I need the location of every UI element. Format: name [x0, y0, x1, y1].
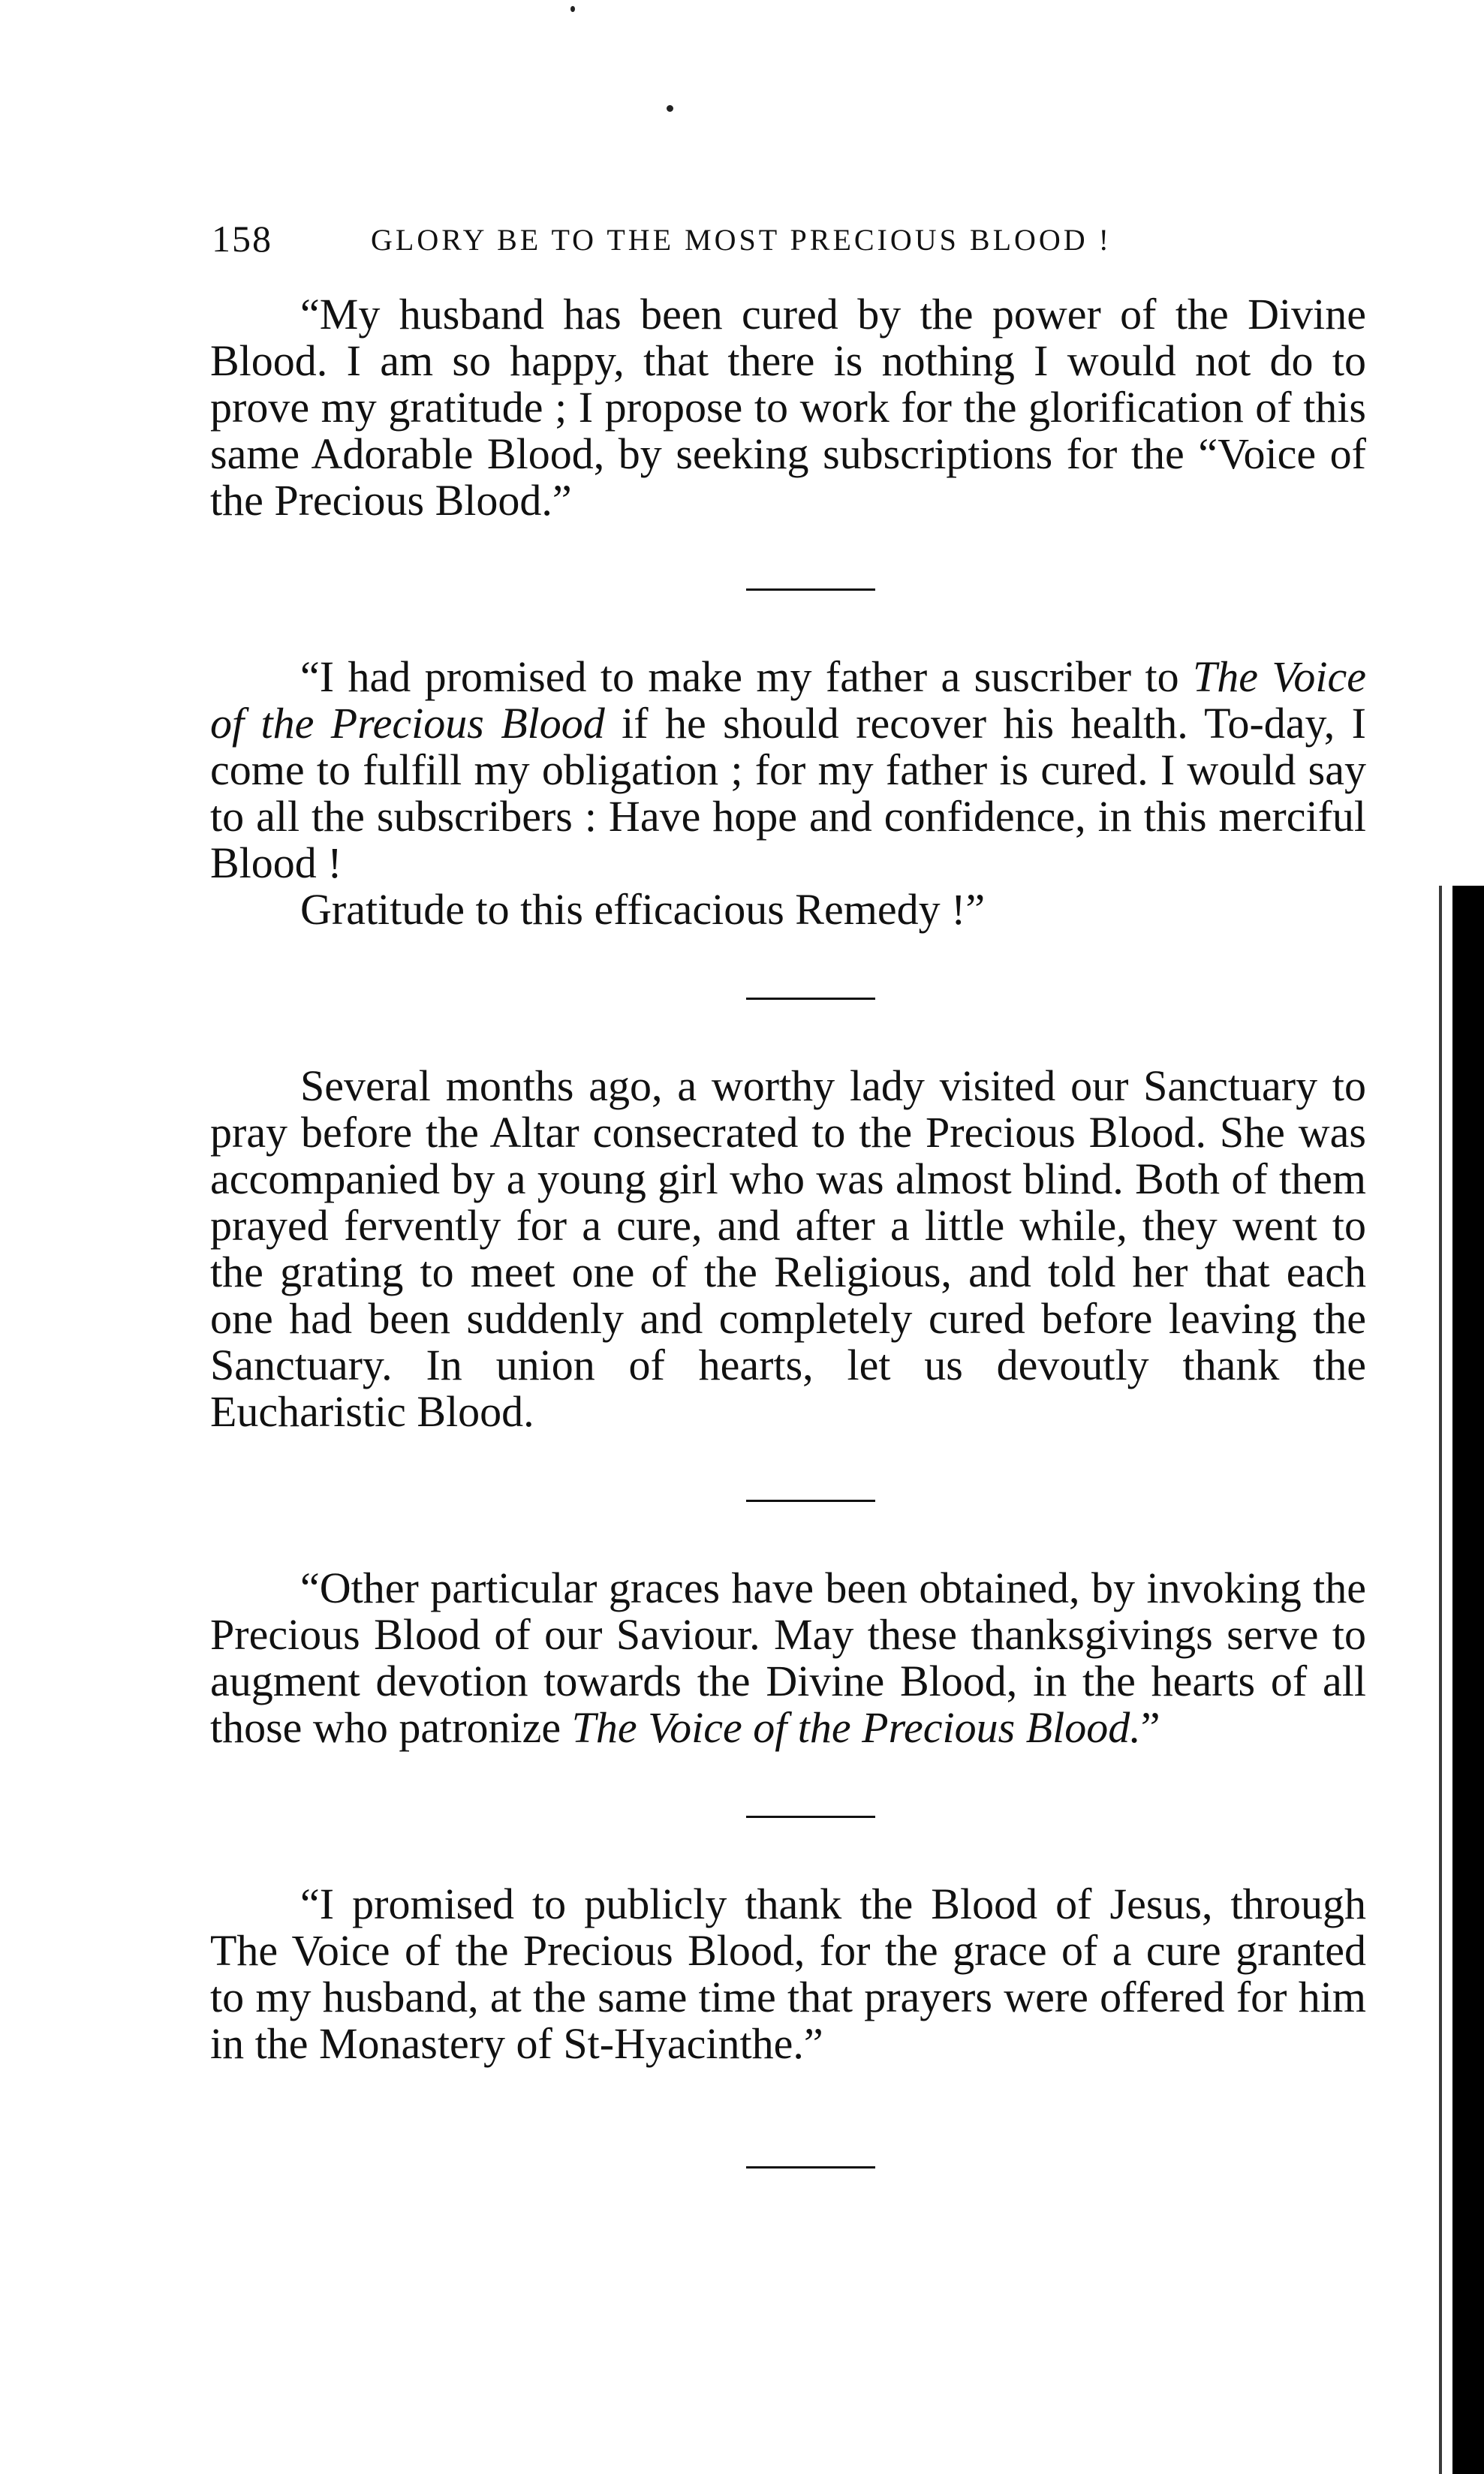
section-divider: [746, 588, 875, 591]
section-divider: [746, 2166, 875, 2169]
testimony-gratitude-line: Gratitude to this efficacious Remedy !”: [300, 885, 986, 934]
testimony-father-text-end: if he should recover his health. To-day, I come to fulfill my obligation ; for my father is cured. I would say to all the subscribers : Have hope and confidence, in this merciful Blood !: [210, 699, 1366, 887]
testimony-father-subscriber: [210, 654, 1366, 886]
testimony-graces-text: “Other particular graces have been obtained, by invoking the Precious Blood of our Saviour. May these thanksgivings serve to augment devotion towards the Divine Blood, in the hearts of all those who patronize: [210, 1564, 1366, 1752]
testimony-husband-cured: “My husband has been cured by the power of the Divine Blood. I am so happy, that there is nothing I would not do to prove my gratitude ; I propose to work for the glorification of this same Adorable Blood, by seeking subscriptions for the “Voice of the Precious Blood.”: [210, 290, 1366, 525]
section-divider: [746, 998, 875, 1000]
page-number: 158: [212, 218, 272, 260]
ink-speck: [667, 105, 673, 112]
section-divider: [746, 1500, 875, 1502]
running-title: GLORY BE TO THE MOST PRECIOUS BLOOD !: [371, 223, 1112, 257]
testimony-father-text-start: “I had promised to make my father a suscriber to: [300, 652, 1193, 701]
page-body: [210, 291, 1366, 2232]
page-header: [212, 216, 1210, 261]
page-edge-line: [1439, 886, 1442, 2474]
testimony-public-thanks: “I promised to publicly thank the Blood of Jesus, through The Voice of the Precious Blood, for the grace of a cure granted to my husband, at the same time that prayers were offered for him in the Monastery of St-Hyacinthe.”: [210, 1880, 1366, 2068]
publication-title-italic: The Voice of the Precious Blood.: [571, 1703, 1141, 1752]
closing-quote: ”: [1140, 1703, 1160, 1752]
scan-border-shadow: [1452, 886, 1484, 2474]
section-divider: [746, 1816, 875, 1818]
testimony-particular-graces: [210, 1565, 1366, 1751]
publication-title-italic: The Voice of the Precious Blood: [210, 652, 1366, 748]
sanctuary-cure-account: Several months ago, a worthy lady visited our Sanctuary to pray before the Altar consecrated to the Precious Blood. She was accompanied by a young girl who was almost blind. Both of them prayed fervently for a cure, and after a little while, they went to the grating to meet one of the Religious, and told her that each one had been suddenly and completely cured before leaving the Sanctuary. In union of hearts, let us devoutly thank the Eucharistic Blood.: [210, 1061, 1366, 1436]
ink-speck: [570, 6, 575, 12]
